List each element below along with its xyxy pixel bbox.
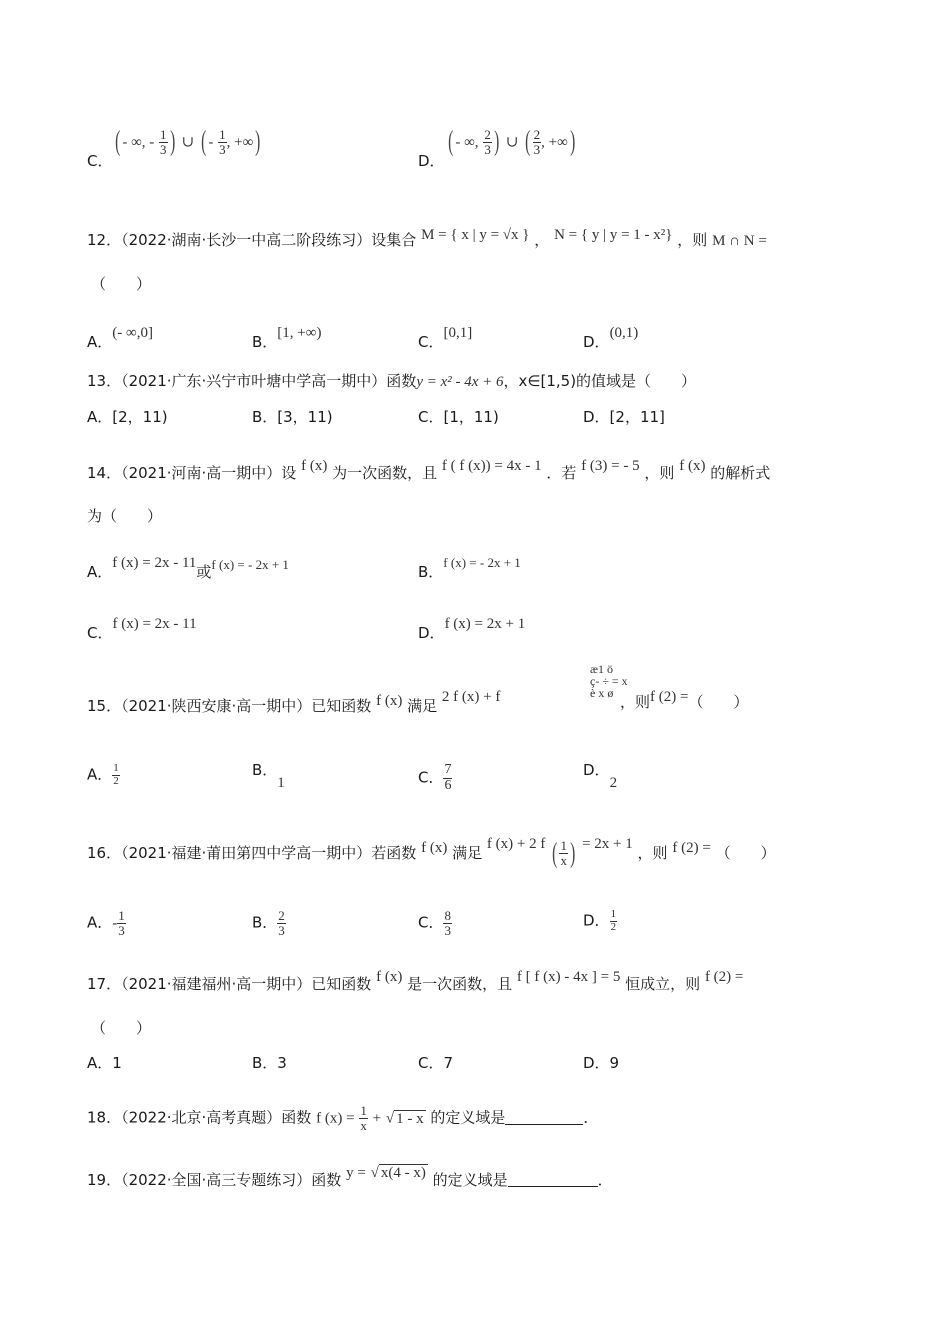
q15-option-b: B．1: [252, 761, 285, 791]
q19-answer-blank[interactable]: [508, 1172, 598, 1187]
q14-option-c: C．f (x) = 2x - 11: [87, 616, 197, 642]
q11-option-d-expr: ( - ∞, $\frac{2}{3}$ ) ∪ ( $\frac{2}{3}$ , +∞): [448, 126, 575, 158]
q16-option-d: D． $\frac{1}{2}$: [583, 908, 617, 933]
q18-stem: 18．（2022·北京·高考真题）函数 f (x) = $\frac{1}{x}$ + √ 1 - x 的定义域是 ．: [87, 1103, 599, 1133]
q11-option-c-label: C．: [87, 152, 113, 170]
q14-stem-line2: 为（ ）: [87, 507, 163, 525]
q12-option-b: B．[1, +∞): [252, 325, 322, 351]
q19-stem: 19．（2022·全国·高三专题练习）函数 y = √ x(4 - x) 的定义域是 ．: [87, 1165, 613, 1189]
q13-stem: 13．（2021·广东·兴宁市叶塘中学高一期中）函数y = x² - 4x + 6，x∈[1,5)的值域是（ ）: [87, 372, 697, 390]
q15-stem-tail: ，则f (2) =（ ）: [620, 689, 749, 711]
q14-option-a: A．f (x) = 2x - 11或f (x) = - 2x + 1: [87, 555, 289, 581]
q12-intersection: M ∩ N =: [712, 233, 767, 249]
q16-option-a: A．- $\frac{1}{3}$: [87, 908, 125, 938]
q15-option-a: A． $\frac{1}{2}$: [87, 762, 119, 787]
q13-option-c: C．[1，11): [418, 408, 499, 426]
q17-option-b: B．3: [252, 1054, 287, 1072]
q17-stem-line2: （ ）: [91, 1019, 152, 1037]
q15-option-d: D．2: [583, 761, 618, 791]
q14-option-d: D．f (x) = 2x + 1: [418, 616, 526, 642]
q13-option-d: D．[2，11]: [583, 408, 665, 426]
q13-option-b: B．[3，11): [252, 408, 333, 426]
q13-option-a: A．[2，11): [87, 408, 168, 426]
q17-option-d: D．9: [583, 1054, 620, 1072]
q11-option-d-label: D．: [418, 152, 445, 170]
q18-answer-blank[interactable]: [505, 1110, 583, 1125]
q15-option-c: C． $\frac{7}{6}$: [418, 762, 452, 793]
q12-stem: 12．（2022·湖南·长沙一中高二阶段练习）设集合 M = { x | y = √x } ， N = { y | y = 1 - x²} ，则 M ∩ N =: [87, 227, 767, 249]
q12-option-d: D．(0,1): [583, 325, 639, 351]
q15-stem: 15．（2021·陕西安康·高一期中）已知函数 f (x) 满足 2 f (x) + f: [87, 689, 501, 715]
q12-option-a: A．(- ∞,0]: [87, 325, 153, 351]
q12-set-m: M = { x | y = √x }: [421, 227, 530, 243]
q14-stem: 14．（2021·河南·高一期中）设 f (x) 为一次函数，且 f ( f (x)) = 4x - 1 ．若 f (3) = - 5 ，则 f (x) 的解析式: [87, 458, 771, 482]
q12-option-c: C．[0,1]: [418, 325, 473, 351]
q12-set-n: N = { y | y = 1 - x²}: [554, 227, 673, 243]
q16-stem: 16．（2021·福建·莆田第四中学高一期中）若函数 f (x) 满足 f (x) + 2 f ( $\frac{1}{x}$ ) = 2x + 1 ，则 f (2) = （ ）: [87, 836, 776, 869]
q12-paren: （ ）: [91, 275, 152, 293]
q16-option-b: B． $\frac{2}{3}$: [252, 908, 285, 938]
q16-option-c: C． $\frac{8}{3}$: [418, 908, 451, 938]
q17-stem: 17．（2021·福建福州·高一期中）已知函数 f (x) 是一次函数，且 f [ f (x) - 4x ] = 5 恒成立，则 f (2) =: [87, 969, 744, 993]
q14-option-b: B．f (x) = - 2x + 1: [418, 555, 521, 581]
q15-garbled-fraction: æ1 ö ç- ÷ = x è x ø: [590, 662, 628, 700]
q17-option-c: C．7: [418, 1054, 454, 1072]
q11-option-c-expr: ( - ∞, - $\frac{1}{3}$ ) ∪ ( - $\frac{1}{3}$ , +∞): [115, 126, 261, 158]
q17-option-a: A．1: [87, 1054, 122, 1072]
